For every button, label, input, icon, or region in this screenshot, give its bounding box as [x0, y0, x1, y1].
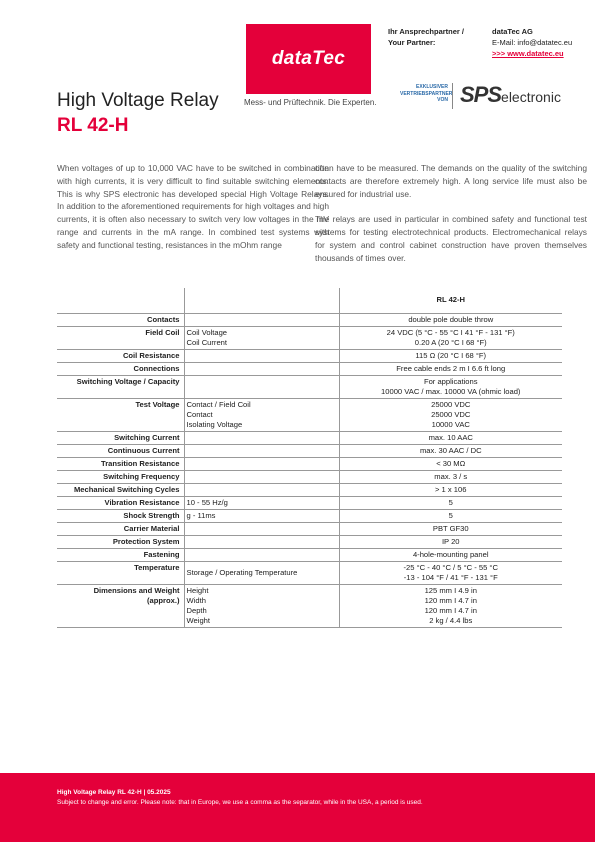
spec-row — [57, 535, 562, 548]
spec-value-line: 25000 VDC — [431, 409, 471, 419]
sps-electronic-logo — [460, 82, 561, 108]
spec-key: Contacts — [57, 313, 184, 326]
spec-value-line: max. 10 AAC — [428, 432, 473, 442]
spec-key: Protection System — [57, 535, 184, 548]
spec-value-line: 2 kg / 4.4 lbs — [429, 615, 473, 625]
spec-row — [57, 457, 562, 470]
spec-sub — [184, 584, 339, 627]
spec-key: Dimensions and Weight (approx.) — [57, 584, 184, 627]
spec-sub — [184, 561, 339, 584]
spec-sub — [184, 470, 339, 483]
footer — [0, 773, 595, 842]
spec-value-line: 125 mm I 4.9 in — [424, 585, 477, 595]
spec-sub-line: Storage / Operating Temperature — [186, 567, 298, 577]
spec-value — [339, 398, 562, 431]
spec-value-line: PBT GF30 — [432, 523, 469, 533]
spec-row — [57, 349, 562, 362]
spec-key: Coil Resistance — [57, 349, 184, 362]
footer-disclaimer: Subject to change and error. Please note: that in Europe, we use a comma as the separator, while in the USA, a period is used. — [57, 799, 423, 806]
spec-value — [339, 522, 562, 535]
spec-value — [339, 509, 562, 522]
spec-key: Vibration Resistance — [57, 496, 184, 509]
spec-sub — [184, 535, 339, 548]
spec-value-line: double pole double throw — [408, 314, 494, 324]
spec-key: Carrier Material — [57, 522, 184, 535]
spec-value — [339, 470, 562, 483]
logo-text: dataTec — [271, 48, 346, 69]
spec-value — [339, 496, 562, 509]
spec-sub — [184, 457, 339, 470]
spec-row — [57, 362, 562, 375]
spec-row — [57, 584, 562, 627]
exclusive-line2: VERTRIEBSPARTNER — [400, 90, 453, 97]
spec-value — [339, 584, 562, 627]
spec-row — [57, 509, 562, 522]
contact-label-line1: Ihr Ansprechpartner / — [388, 27, 464, 36]
spec-value — [339, 483, 562, 496]
spec-key: Switching Frequency — [57, 470, 184, 483]
spec-value-line: 24 VDC (5 °C - 55 °C I 41 °F - 131 °F) — [386, 327, 515, 337]
spec-value-line: < 30 MΩ — [436, 458, 466, 468]
spec-value — [339, 561, 562, 584]
spec-sub — [184, 326, 339, 349]
spec-sub — [184, 548, 339, 561]
spec-row — [57, 326, 562, 349]
spec-key: Connections — [57, 362, 184, 375]
spec-sub — [184, 509, 339, 522]
spec-value-line: -13 - 104 °F / 41 °F - 131 °F — [403, 572, 498, 582]
website-link[interactable]: >>> www.datatec.eu — [492, 49, 564, 58]
intro-paragraph: The relays are used in particular in combined safety and functional test systems for testing electrotechnical products. Electromechanical relays for system and control cabinet construction have proven themselves thousands of times over. — [315, 214, 587, 263]
spec-sub-line: Contact / Field Coil — [186, 399, 251, 409]
spec-value — [339, 431, 562, 444]
spec-value-line: -25 °C - 40 °C / 5 °C - 55 °C — [403, 562, 498, 572]
spec-key: Shock Strength — [57, 509, 184, 522]
spec-sub-line: g - 11ms — [186, 510, 216, 520]
spec-value-line: 4-hole-mounting panel — [412, 549, 489, 559]
spec-key: Transition Resistance — [57, 457, 184, 470]
spec-row — [57, 470, 562, 483]
spec-row — [57, 398, 562, 431]
contact-info — [492, 26, 572, 59]
spec-sub-line: Isolating Voltage — [186, 419, 243, 429]
spec-value — [339, 444, 562, 457]
spec-sub — [184, 349, 339, 362]
spec-value — [339, 349, 562, 362]
spec-row — [57, 483, 562, 496]
spec-key: Temperature — [57, 561, 184, 584]
spec-row — [57, 561, 562, 584]
intro-paragraph: often have to be measured. The demands on the quality of the switching contacts are therefore extremely high. A long service life must also be ensured for industrial use. — [315, 163, 587, 199]
spec-value — [339, 326, 562, 349]
spec-value — [339, 548, 562, 561]
exclusive-partner-label — [400, 84, 453, 104]
spec-value-line: max. 30 AAC / DC — [419, 445, 482, 455]
spec-key: Switching Current — [57, 431, 184, 444]
spec-value — [339, 362, 562, 375]
spec-sub-line: Coil Current — [186, 337, 228, 347]
spec-sub — [184, 522, 339, 535]
sps-logo-text: electronic — [501, 89, 561, 105]
model-title: RL 42-H — [57, 115, 129, 136]
spec-value — [339, 535, 562, 548]
company-name: dataTec AG — [492, 27, 533, 36]
spec-value-line: Free cable ends 2 m I 6.6 ft long — [396, 363, 506, 373]
spec-sub — [184, 398, 339, 431]
spec-header-row — [57, 288, 562, 313]
email-text[interactable]: E-Mail: info@datatec.eu — [492, 38, 573, 47]
spec-header-model: RL 42-H — [436, 295, 466, 305]
spec-value — [339, 375, 562, 398]
spec-sub-line: Width — [186, 595, 206, 605]
spec-key: Field Coil — [57, 326, 184, 349]
sps-logo-mark: SPS — [460, 82, 502, 107]
spec-table — [57, 288, 562, 628]
spec-value-line: > 1 x 106 — [435, 484, 467, 494]
spec-row — [57, 431, 562, 444]
spec-sub-line: Weight — [186, 615, 210, 625]
spec-key: Test Voltage — [57, 398, 184, 431]
spec-value-line: IP 20 — [441, 536, 460, 546]
spec-row — [57, 548, 562, 561]
spec-sub — [184, 375, 339, 398]
spec-sub — [184, 444, 339, 457]
spec-sub — [184, 431, 339, 444]
spec-value-line: 115 Ω (20 °C I 68 °F) — [415, 350, 487, 360]
spec-value — [339, 457, 562, 470]
spec-value — [339, 313, 562, 326]
intro-column-1 — [57, 162, 329, 264]
spec-sub-line: Contact — [186, 409, 213, 419]
spec-sub-line: 10 - 55 Hz/g — [186, 497, 228, 507]
datatec-logo — [246, 24, 371, 94]
spec-sub — [184, 362, 339, 375]
spec-value-line: 5 — [448, 497, 453, 507]
exclusive-line1: EXKLUSIVER — [416, 84, 448, 90]
spec-key: Fastening — [57, 548, 184, 561]
spec-value-line: max. 3 / s — [434, 471, 468, 481]
exclusive-line3: VON — [437, 97, 448, 103]
spec-row — [57, 375, 562, 398]
spec-value-line: 5 — [448, 510, 453, 520]
spec-sub — [184, 483, 339, 496]
contact-label-line2: Your Partner: — [388, 38, 436, 47]
spec-row — [57, 496, 562, 509]
spec-sub-line: Height — [186, 585, 209, 595]
spec-value-line: 10000 VAC — [431, 419, 470, 429]
logo-tagline: Mess- und Prüftechnik. Die Experten. — [244, 98, 377, 107]
spec-value-line: 0.20 A (20 °C I 68 °F) — [414, 337, 487, 347]
spec-sub — [184, 496, 339, 509]
spec-value-line: 25000 VDC — [431, 399, 471, 409]
divider — [452, 83, 453, 109]
spec-key: Mechanical Switching Cycles — [57, 483, 184, 496]
page-title: High Voltage Relay — [57, 90, 219, 111]
spec-row — [57, 522, 562, 535]
intro-paragraph: When voltages of up to 10,000 VAC have to be switched in combination with high currents, it is very difficult to find suitable switching elements. This is why SPS electronic has developed special High Voltage Relays. In addition to the aforementioned requirements for high voltages and high currents, it is often also necessary to switch very low voltages in the mV range and currents in the mA range. In combined test systems with safety and functional testing, resistances in the mOhm range — [57, 163, 329, 250]
spec-key: Switching Voltage / Capacity — [57, 375, 184, 398]
spec-value-line: 120 mm I 4.7 in — [424, 605, 477, 615]
spec-value-line: 10000 VAC / max. 10000 VA (ohmic load) — [381, 386, 521, 396]
spec-key: Continuous Current — [57, 444, 184, 457]
contact-label — [388, 26, 488, 48]
spec-value-line: For applications — [423, 376, 478, 386]
footer-title: High Voltage Relay RL 42-H | 05.2025 — [57, 789, 171, 796]
intro-column-2 — [315, 162, 587, 277]
spec-sub-line: Coil Voltage — [186, 327, 228, 337]
spec-value-line: 120 mm I 4.7 in — [424, 595, 477, 605]
spec-sub — [184, 313, 339, 326]
spec-row — [57, 313, 562, 326]
spec-sub-line: Depth — [186, 605, 207, 615]
spec-row — [57, 444, 562, 457]
